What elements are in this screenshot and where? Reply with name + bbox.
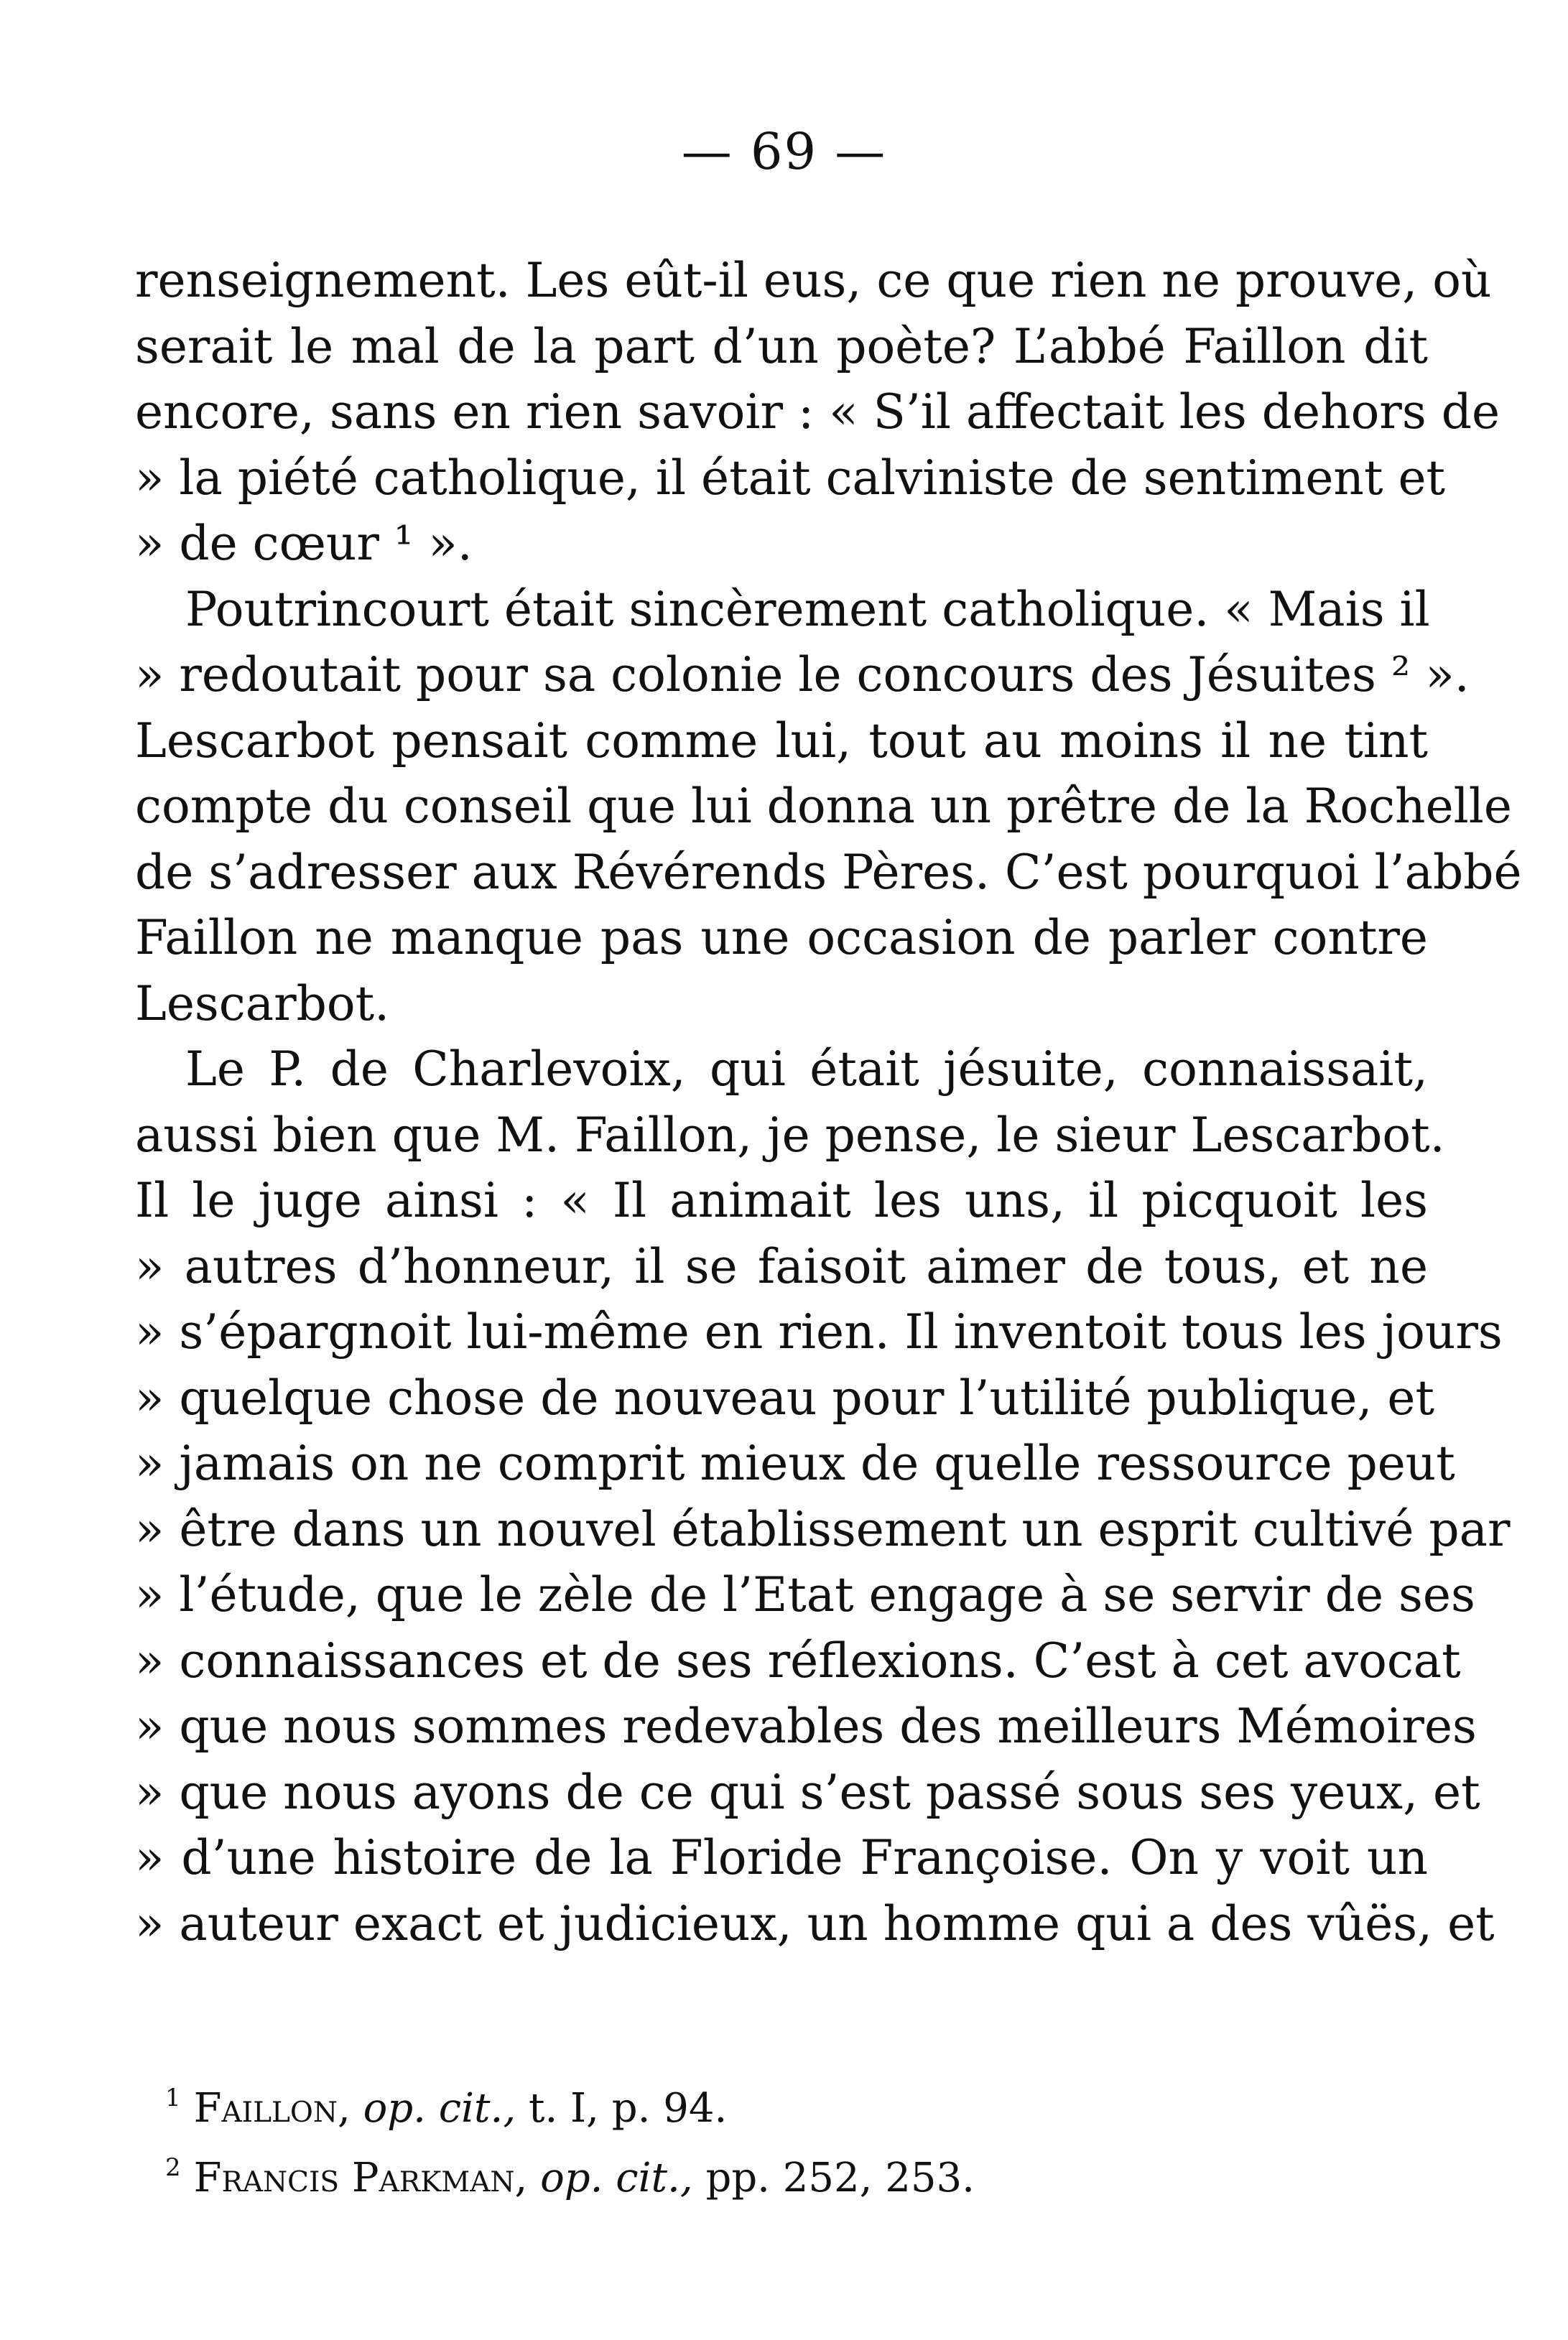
footnote-number: 1 xyxy=(165,2084,181,2112)
footnote-author: Faillon, xyxy=(193,2085,351,2132)
text-line: Lescarbot. xyxy=(135,975,390,1031)
body-text xyxy=(135,248,1522,1956)
text-line: Lescarbot pensait comme lui, tout au moins il ne tint xyxy=(135,712,1428,769)
text-line: » autres d’honneur, il se faisoit aimer de tous, et ne xyxy=(135,1238,1428,1294)
text-line: » s’épargnoit lui-même en rien. Il inventoit tous les jours xyxy=(135,1304,1503,1360)
footnotes xyxy=(165,2069,1314,2208)
text-line: » connaissances et de ses réflexions. C’est à cet avocat xyxy=(135,1633,1461,1689)
text-line: » que nous sommes redevables des meilleurs Mémoires xyxy=(135,1699,1477,1754)
page-number: — 69 — xyxy=(681,122,887,181)
text-line: aussi bien que M. Faillon, je pense, le sieur Lescarbot. xyxy=(135,1107,1445,1163)
footnote-number: 2 xyxy=(165,2153,181,2182)
footnote-ref: op. cit., xyxy=(363,2085,516,2132)
text-line: » de cœur ¹ ». xyxy=(135,516,473,571)
text-line: renseignement. Les eût-il eus, ce que rien ne prouve, où xyxy=(135,253,1492,308)
text-line: de s’adresser aux Révérends Pères. C’est pourquoi l’abbé xyxy=(135,844,1522,900)
text-line: » redoutait pour sa colonie le concours des Jésuites ² ». xyxy=(135,647,1470,702)
footnote xyxy=(165,2138,1314,2208)
text-line: » que nous ayons de ce qui s’est passé sous ses yeux, et xyxy=(135,1764,1480,1820)
text-line: » quelque chose de nouveau pour l’utilité publique, et xyxy=(135,1370,1435,1426)
text-line: Il le juge ainsi : « Il animait les uns, il picquoit les xyxy=(135,1173,1428,1228)
text-line: » jamais on ne comprit mieux de quelle ressource peut xyxy=(135,1436,1455,1491)
text-line: Poutrincourt était sincèrement catholique. « Mais il xyxy=(185,581,1430,637)
text-line: » la piété catholique, il était calviniste de sentiment et xyxy=(135,450,1446,506)
footnote xyxy=(165,2069,1314,2138)
text-line: serait le mal de la part d’un poète? L’abbé Faillon dit xyxy=(135,318,1428,374)
footnote-author: Francis Parkman, xyxy=(193,2155,528,2201)
text-line: » l’étude, que le zèle de l’Etat engage à se servir de ses xyxy=(135,1567,1475,1622)
text-line: » auteur exact et judicieux, un homme qui a des vûës, et xyxy=(135,1895,1495,1951)
footnote-pages: pp. 252, 253. xyxy=(705,2155,975,2201)
text-line: Faillon ne manque pas une occasion de parler contre xyxy=(135,910,1428,965)
footnote-pages: t. I, p. 94. xyxy=(528,2085,728,2132)
text-line: compte du conseil que lui donna un prêtre de la Rochelle xyxy=(135,779,1512,834)
text-line: encore, sans en rien savoir : « S’il affectait les dehors de xyxy=(135,384,1500,440)
text-line: Le P. de Charlevoix, qui était jésuite, connaissait, xyxy=(185,1041,1428,1097)
footnote-ref: op. cit., xyxy=(540,2155,693,2201)
text-line: » d’une histoire de la Floride Françoise. On y voit un xyxy=(135,1830,1428,1885)
text-line: » être dans un nouvel établissement un esprit cultivé par xyxy=(135,1501,1511,1557)
